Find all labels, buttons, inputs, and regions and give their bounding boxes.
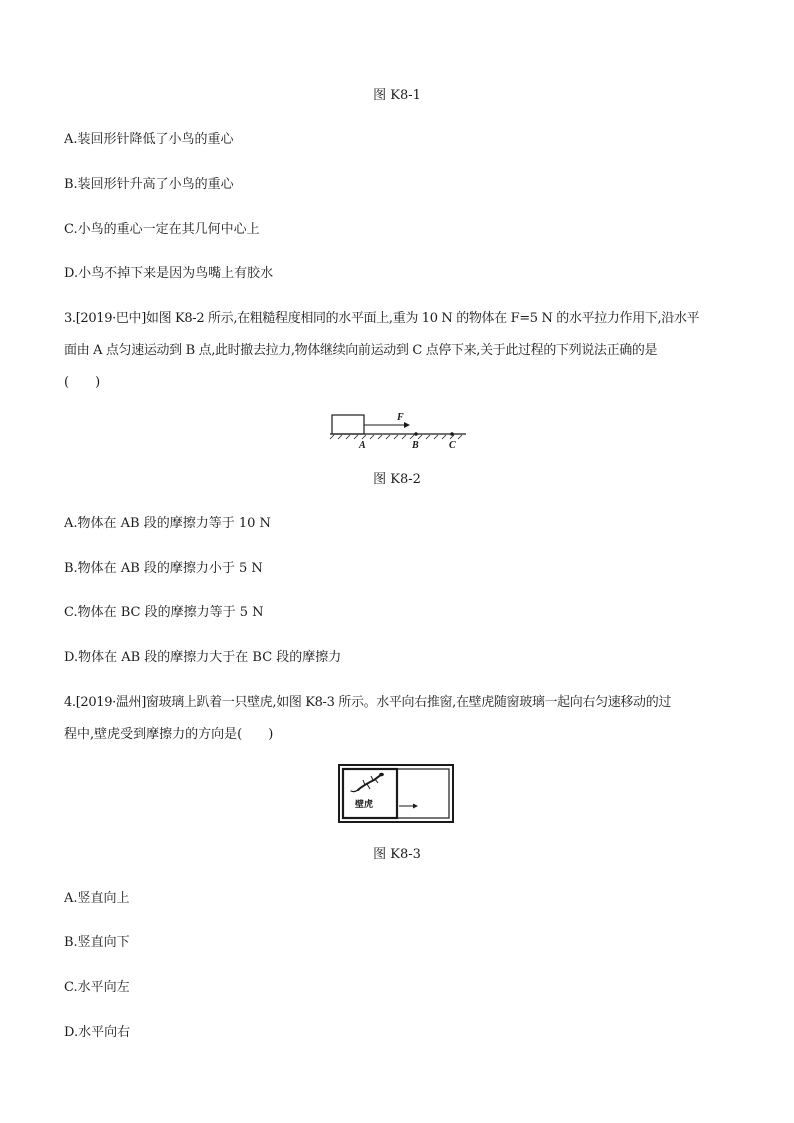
figure-caption-k8-2: 图 K8-2 <box>373 472 421 487</box>
q3-stem-line-2: 面由 A 点匀速运动到 B 点,此时撤去拉力,物体继续向前运动到 C 点停下来,关于此过程的下列说法正确的是 <box>64 343 658 358</box>
block-object <box>332 415 364 434</box>
q2-option-b: B.装回形针升高了小鸟的重心 <box>64 177 234 192</box>
q4-option-b: B.竖直向下 <box>64 935 130 950</box>
point-c-dot <box>450 432 454 436</box>
q3-stem-line-1: 3.[2019·巴中]如图 K8-2 所示,在粗糙程度相同的水平面上,重为 10 N 的物体在 F=5 N 的水平拉力作用下,沿水平 <box>64 311 700 326</box>
figure-k8-2-diagram <box>326 408 471 454</box>
q2-option-d: D.小鸟不掉下来是因为鸟嘴上有胶水 <box>64 266 274 281</box>
q4-option-d: D.水平向右 <box>64 1025 131 1040</box>
point-a-label: A <box>359 440 366 451</box>
q3-option-d: D.物体在 AB 段的摩擦力大于在 BC 段的摩擦力 <box>64 650 342 665</box>
figure-caption-k8-3: 图 K8-3 <box>373 847 421 862</box>
q3-option-c: C.物体在 BC 段的摩擦力等于 5 N <box>64 605 264 620</box>
q4-stem-line-2: 程中,壁虎受到摩擦力的方向是( ) <box>64 727 274 742</box>
figure-k8-3-diagram <box>338 764 454 824</box>
point-b-dot <box>414 432 418 436</box>
force-label: F <box>397 412 404 423</box>
q3-stem-line-3: ( ) <box>64 375 101 390</box>
point-c-label: C <box>449 440 456 451</box>
q4-option-c: C.水平向左 <box>64 980 130 995</box>
q3-option-a: A.物体在 AB 段的摩擦力等于 10 N <box>64 516 271 531</box>
q4-option-a: A.竖直向上 <box>64 891 130 906</box>
force-arrow-head <box>404 422 410 428</box>
q2-option-c: C.小鸟的重心一定在其几何中心上 <box>64 222 260 237</box>
figure-caption-k8-1: 图 K8-1 <box>373 88 421 103</box>
ground-hatching <box>330 435 462 439</box>
gecko-label: 壁虎 <box>355 800 374 810</box>
q2-option-a: A.装回形针降低了小鸟的重心 <box>64 132 234 147</box>
point-b-label: B <box>412 440 419 451</box>
q3-option-b: B.物体在 AB 段的摩擦力小于 5 N <box>64 561 263 576</box>
q4-stem-line-1: 4.[2019·温州]窗玻璃上趴着一只壁虎,如图 K8-3 所示。水平向右推窗,在壁虎随窗玻璃一起向右匀速移动的过 <box>64 695 671 710</box>
